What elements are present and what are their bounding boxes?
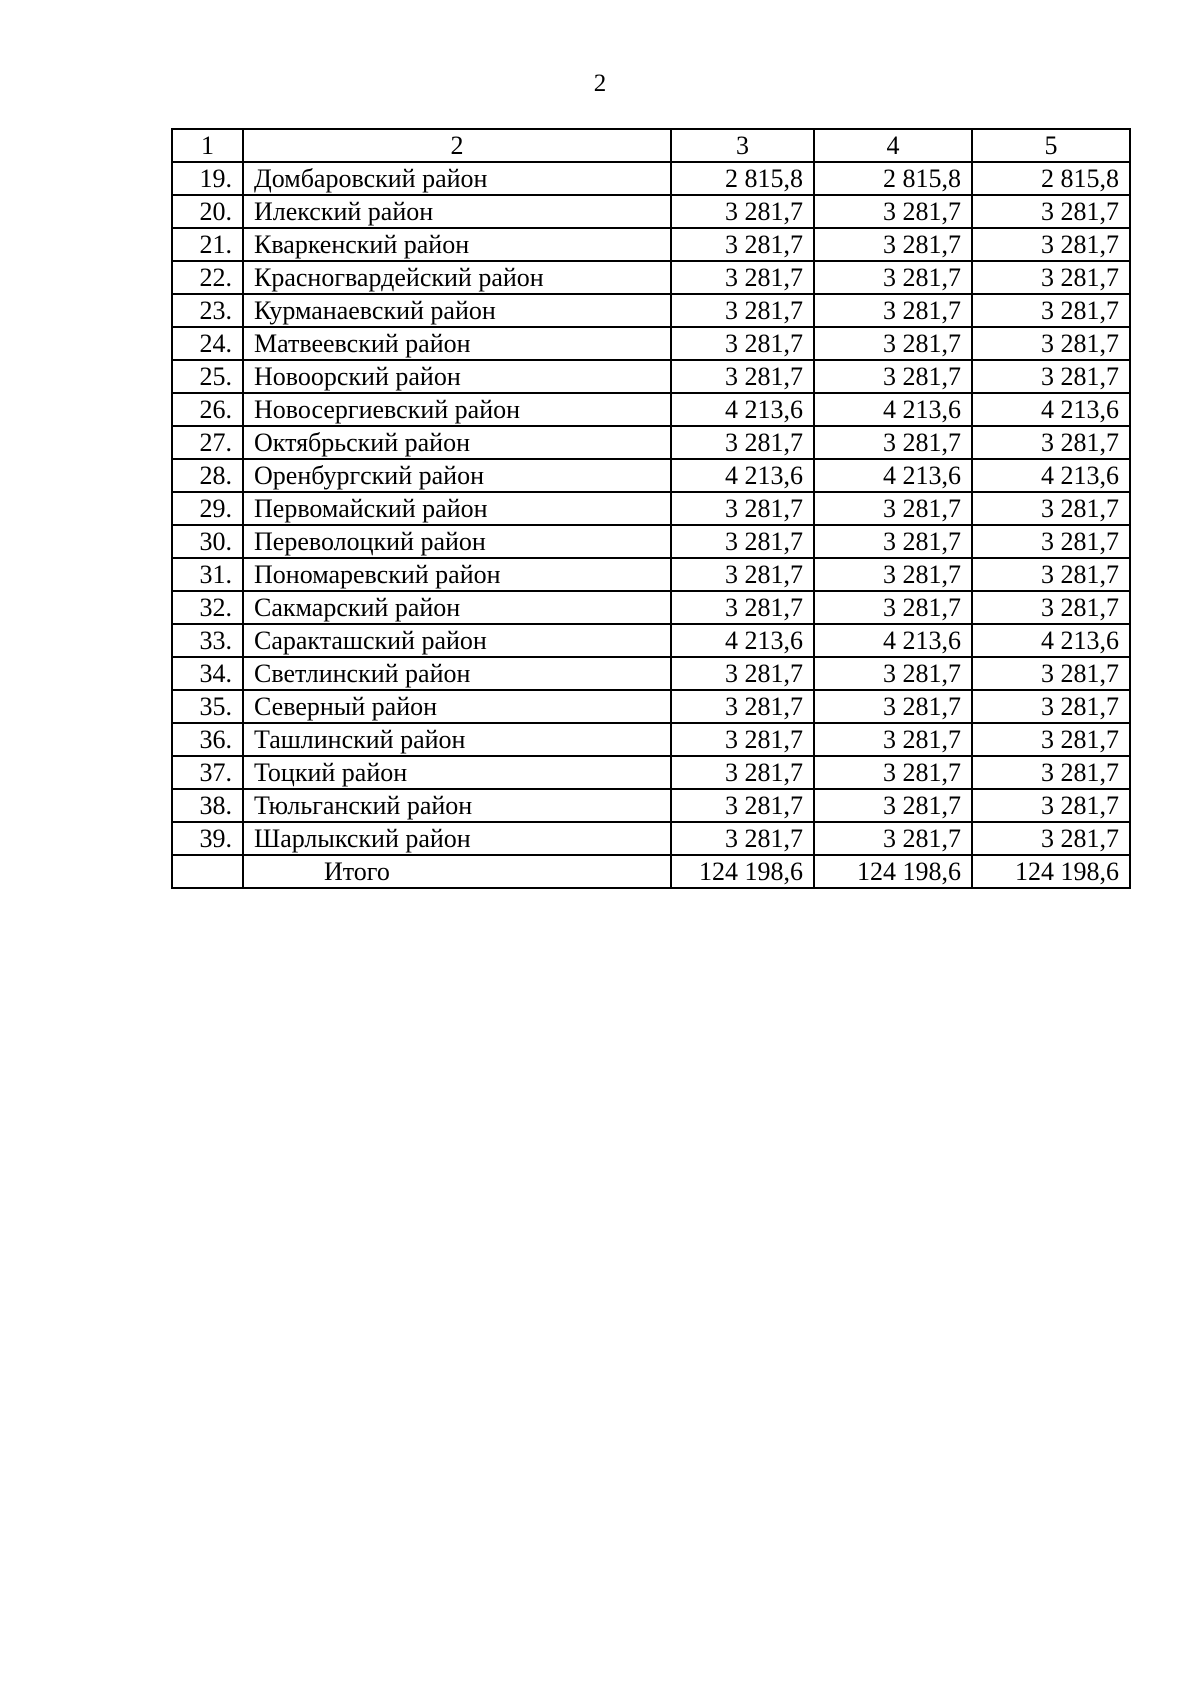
value-col-5: 3 281,7 [972, 195, 1130, 228]
header-cell: 1 [172, 129, 243, 162]
value-col-4: 3 281,7 [814, 426, 972, 459]
value-col-3: 3 281,7 [671, 327, 814, 360]
row-number: 36. [172, 723, 243, 756]
value-col-5: 3 281,7 [972, 327, 1130, 360]
table-row [172, 228, 1130, 261]
row-number: 24. [172, 327, 243, 360]
value-col-5: 3 281,7 [972, 294, 1130, 327]
value-col-3: 3 281,7 [671, 426, 814, 459]
table-row [172, 261, 1130, 294]
page-number: 2 [593, 70, 607, 97]
value-col-3: 4 213,6 [671, 459, 814, 492]
value-col-4: 3 281,7 [814, 294, 972, 327]
district-name: Илекский район [243, 195, 671, 228]
value-col-5: 4 213,6 [972, 624, 1130, 657]
value-col-5: 3 281,7 [972, 822, 1130, 855]
district-name: Ташлинский район [243, 723, 671, 756]
value-col-3: 3 281,7 [671, 591, 814, 624]
header-cell: 4 [814, 129, 972, 162]
table-header-row [172, 129, 1130, 162]
district-name: Переволоцкий район [243, 525, 671, 558]
table-row [172, 327, 1130, 360]
total-empty-cell [172, 855, 243, 888]
table-row [172, 426, 1130, 459]
value-col-5: 3 281,7 [972, 525, 1130, 558]
row-number: 20. [172, 195, 243, 228]
district-name: Шарлыкский район [243, 822, 671, 855]
value-col-4: 3 281,7 [814, 723, 972, 756]
district-name: Сакмарский район [243, 591, 671, 624]
row-number: 32. [172, 591, 243, 624]
row-number: 38. [172, 789, 243, 822]
district-name: Тюльганский район [243, 789, 671, 822]
value-col-4: 3 281,7 [814, 657, 972, 690]
total-col-3: 124 198,6 [671, 855, 814, 888]
value-col-3: 4 213,6 [671, 393, 814, 426]
row-number: 35. [172, 690, 243, 723]
district-name: Первомайский район [243, 492, 671, 525]
table-row [172, 591, 1130, 624]
district-name: Саракташский район [243, 624, 671, 657]
district-name: Оренбургский район [243, 459, 671, 492]
value-col-5: 3 281,7 [972, 558, 1130, 591]
header-cell: 3 [671, 129, 814, 162]
value-col-4: 4 213,6 [814, 624, 972, 657]
row-number: 33. [172, 624, 243, 657]
value-col-3: 4 213,6 [671, 624, 814, 657]
value-col-4: 3 281,7 [814, 525, 972, 558]
value-col-5: 3 281,7 [972, 591, 1130, 624]
table-row [172, 492, 1130, 525]
row-number: 25. [172, 360, 243, 393]
value-col-5: 4 213,6 [972, 393, 1130, 426]
district-name: Светлинский район [243, 657, 671, 690]
value-col-3: 3 281,7 [671, 294, 814, 327]
table-row [172, 162, 1130, 195]
total-col-4: 124 198,6 [814, 855, 972, 888]
value-col-3: 3 281,7 [671, 822, 814, 855]
table-row [172, 360, 1130, 393]
value-col-5: 3 281,7 [972, 261, 1130, 294]
header-cell: 2 [243, 129, 671, 162]
value-col-5: 3 281,7 [972, 426, 1130, 459]
value-col-4: 3 281,7 [814, 195, 972, 228]
table-row [172, 558, 1130, 591]
value-col-4: 3 281,7 [814, 591, 972, 624]
table-row [172, 294, 1130, 327]
value-col-5: 4 213,6 [972, 459, 1130, 492]
value-col-4: 4 213,6 [814, 459, 972, 492]
value-col-4: 3 281,7 [814, 261, 972, 294]
value-col-3: 3 281,7 [671, 558, 814, 591]
value-col-4: 3 281,7 [814, 558, 972, 591]
row-number: 21. [172, 228, 243, 261]
value-col-5: 3 281,7 [972, 789, 1130, 822]
district-name: Тоцкий район [243, 756, 671, 789]
value-col-5: 3 281,7 [972, 756, 1130, 789]
row-number: 39. [172, 822, 243, 855]
row-number: 23. [172, 294, 243, 327]
value-col-3: 3 281,7 [671, 789, 814, 822]
total-col-5: 124 198,6 [972, 855, 1130, 888]
table-row [172, 690, 1130, 723]
value-col-3: 3 281,7 [671, 657, 814, 690]
district-name: Пономаревский район [243, 558, 671, 591]
row-number: 30. [172, 525, 243, 558]
table-body [172, 129, 1130, 888]
value-col-5: 3 281,7 [972, 228, 1130, 261]
table-row [172, 459, 1130, 492]
value-col-5: 3 281,7 [972, 492, 1130, 525]
value-col-4: 3 281,7 [814, 756, 972, 789]
row-number: 37. [172, 756, 243, 789]
table-row [172, 393, 1130, 426]
row-number: 31. [172, 558, 243, 591]
value-col-4: 3 281,7 [814, 228, 972, 261]
district-name: Матвеевский район [243, 327, 671, 360]
value-col-3: 3 281,7 [671, 525, 814, 558]
value-col-3: 3 281,7 [671, 195, 814, 228]
district-name: Северный район [243, 690, 671, 723]
table-row [172, 822, 1130, 855]
total-label: Итого [243, 855, 671, 888]
value-col-3: 3 281,7 [671, 261, 814, 294]
value-col-3: 3 281,7 [671, 723, 814, 756]
table-row [172, 657, 1130, 690]
district-name: Красногвардейский район [243, 261, 671, 294]
table-row [172, 789, 1130, 822]
row-number: 22. [172, 261, 243, 294]
row-number: 29. [172, 492, 243, 525]
district-name: Новоорский район [243, 360, 671, 393]
value-col-5: 3 281,7 [972, 690, 1130, 723]
row-number: 34. [172, 657, 243, 690]
table-row [172, 756, 1130, 789]
header-cell: 5 [972, 129, 1130, 162]
row-number: 26. [172, 393, 243, 426]
district-name: Домбаровский район [243, 162, 671, 195]
row-number: 19. [172, 162, 243, 195]
district-name: Курманаевский район [243, 294, 671, 327]
value-col-5: 3 281,7 [972, 723, 1130, 756]
value-col-4: 2 815,8 [814, 162, 972, 195]
value-col-3: 3 281,7 [671, 360, 814, 393]
value-col-4: 3 281,7 [814, 360, 972, 393]
table-row [172, 624, 1130, 657]
district-name: Новосергиевский район [243, 393, 671, 426]
value-col-4: 3 281,7 [814, 327, 972, 360]
district-name: Кваркенский район [243, 228, 671, 261]
value-col-3: 3 281,7 [671, 492, 814, 525]
value-col-4: 3 281,7 [814, 822, 972, 855]
table-row [172, 723, 1130, 756]
table-row [172, 195, 1130, 228]
district-name: Октябрьский район [243, 426, 671, 459]
value-col-3: 3 281,7 [671, 228, 814, 261]
value-col-5: 3 281,7 [972, 360, 1130, 393]
total-row [172, 855, 1130, 888]
value-col-5: 3 281,7 [972, 657, 1130, 690]
row-number: 27. [172, 426, 243, 459]
value-col-4: 3 281,7 [814, 690, 972, 723]
allocation-table [171, 128, 1131, 889]
row-number: 28. [172, 459, 243, 492]
value-col-4: 3 281,7 [814, 789, 972, 822]
value-col-4: 4 213,6 [814, 393, 972, 426]
value-col-5: 2 815,8 [972, 162, 1130, 195]
value-col-3: 3 281,7 [671, 690, 814, 723]
table-row [172, 525, 1130, 558]
value-col-3: 2 815,8 [671, 162, 814, 195]
value-col-3: 3 281,7 [671, 756, 814, 789]
value-col-4: 3 281,7 [814, 492, 972, 525]
